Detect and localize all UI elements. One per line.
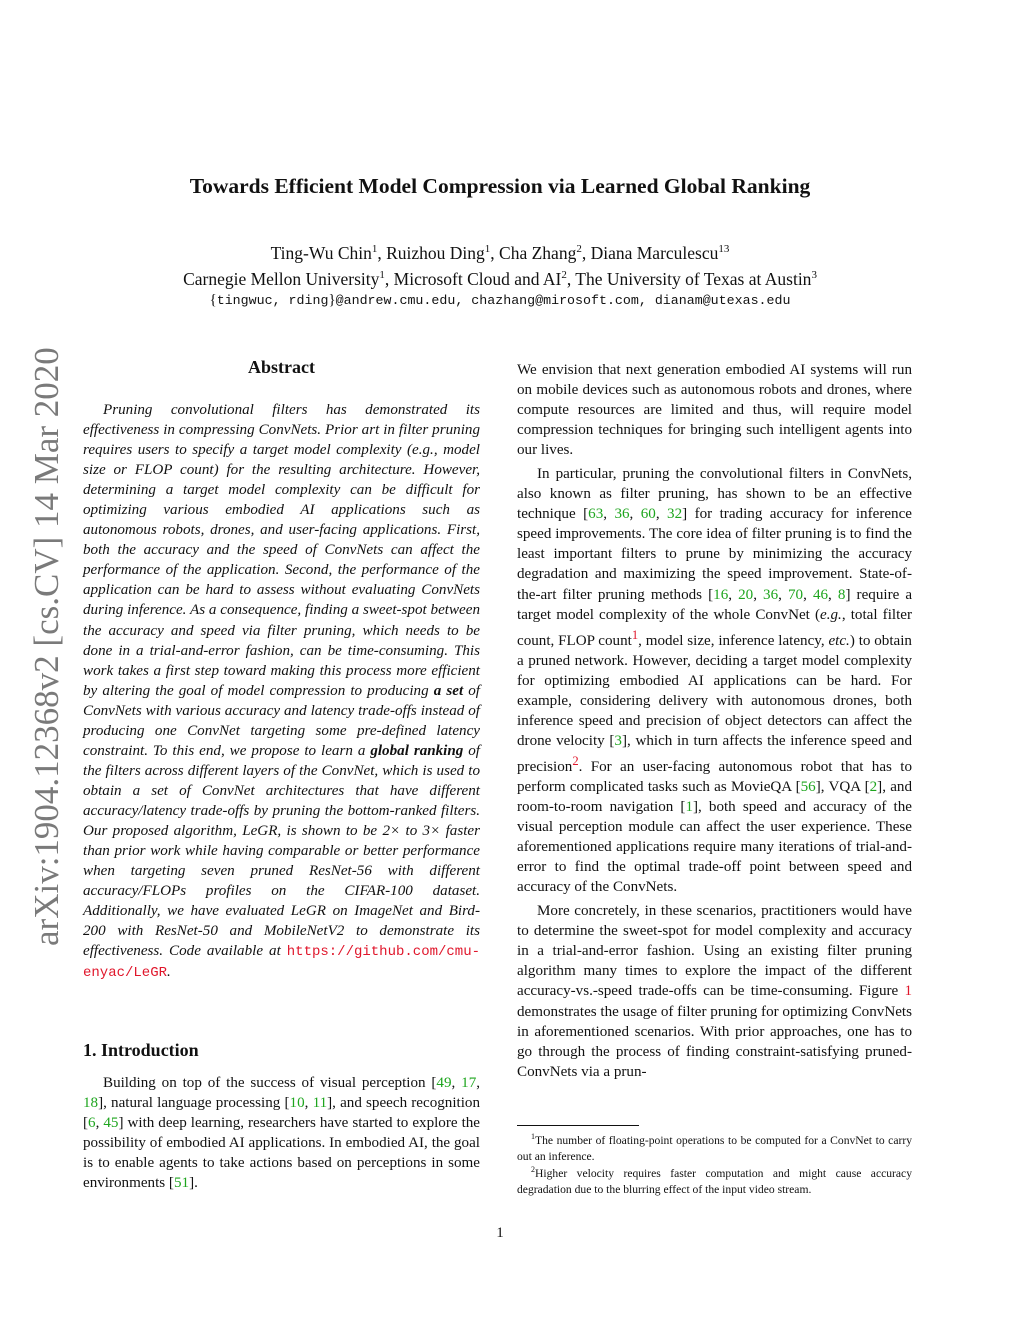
citation-link[interactable]: 46 (812, 586, 829, 603)
footnote-link[interactable]: 2 (572, 753, 579, 768)
author-affiliations: Carnegie Mellon University$^1$, Microsoft Cloud and $AI^2$, The University of Texas at Austin$^3$ (183, 269, 817, 289)
citation-link[interactable]: 45 (103, 1115, 119, 1132)
citation-link[interactable]: 18 (83, 1095, 99, 1112)
footnote-1: $^1$The number of floating-point operations to be computed for a ConvNet to carry out an inference. (517, 1132, 912, 1164)
citation-link[interactable]: 36 (614, 506, 630, 523)
citation-link[interactable]: 20 (738, 586, 754, 603)
citation-link[interactable]: 2 (869, 779, 878, 795)
abstract-heading: Abstract (248, 357, 315, 377)
citation-link[interactable]: 8 (837, 586, 846, 603)
author-emails: {tingwuc, rding}@andrew.cmu.edu, chazhang@mirosoft.com, dianam@utexas.edu (209, 292, 791, 308)
citation-link[interactable]: 60 (640, 506, 656, 523)
citation-link[interactable]: 6 (88, 1115, 96, 1132)
citation-link[interactable]: 3 (614, 732, 622, 749)
abstract-text: Pruning convolutional filters has demonstrated its effectiveness in compressing ConvNets. Prior art in filter pruning requires users to specify a target model complexity (e.g., model size or FLOP count) for the resulting architecture. However, determining a target model complexity can be difficult for optimizing various embodied AI applications such as autonomous robots, drones, and user-facing applications. First, both the accuracy and the speed of ConvNets can affect the performance of the application. Second, the performance of the application can be hard to assess without evaluating ConvNets during inference. As a consequence, finding a sweet-spot between the accuracy and speed via filter pruning, which needs to be done in a trial-and-error fashion, can be time-consuming. This work takes a first step toward making this process more efficient by altering the goal of model compression to producing a set of ConvNets with various accuracy and latency trade-offs instead of producing one ConvNet targeting some pre-defined latency constraint. To this end, we propose to learn a global ranking of the filters across different layers of the ConvNet, which is used to obtain a set of ConvNet architectures that have different accuracy/latency trade-offs by pruning the bottom-ranked filters. Our proposed algorithm, LeGR, is shown to be 2× to 3× faster than prior work while having comparable or better performance when targeting seven pruned ResNet-56 with different accuracy/FLOPs profiles on the CIFAR-100 dataset. Additionally, we have evaluated LeGR on ImageNet and Bird-200 with ResNet-50 and MobileNetV2 to demonstrate its effectiveness. Code available at https://github.com/cmu-enyac/LeGR. (83, 402, 481, 982)
citation-link[interactable]: 16 (713, 586, 729, 603)
arxiv-stamp: arXiv:1904.12368v2 [cs.CV] 14 Mar 2020 (27, 347, 66, 946)
author-names: Ting-Wu Chin$^1$, Ruizhou Ding$^1$, Cha Zhang$^2$, Diana Marculescu$^{13}$ (270, 243, 730, 263)
citation-link[interactable]: 70 (788, 586, 804, 603)
citation-link[interactable]: 49 (436, 1075, 452, 1091)
citation-link[interactable]: 36 (763, 586, 779, 603)
citation-link[interactable]: 51 (173, 1175, 190, 1192)
body-paragraph: We envision that next generation embodied AI systems will run on mobile devices such as autonomous robots and drones, where compute resources are limited and thus, will require model compression techniques for bringing such intelligent agents into our lives. (517, 362, 912, 459)
page-number: 1 (496, 1225, 504, 1241)
paper-title: Towards Efficient Model Compression via Learned Global Ranking (189, 174, 811, 198)
intro-paragraph: Building on top of the success of visual perception [49, 17, 18], natural language processing [10, 11], and speech recognition [6, 45] with deep learning, researchers have started to explore the possibility of embodied AI applications. In embodied AI, the goal is to enable agents to take actions based on perceptions in some environments [51]. (83, 1075, 481, 1192)
citation-link[interactable]: 10 (289, 1095, 305, 1112)
footnote-link[interactable]: 1 (631, 627, 639, 642)
citation-link[interactable]: 1 (685, 799, 693, 816)
citation-link[interactable]: 17 (461, 1075, 477, 1091)
body-paragraph: In particular, pruning the convolutional filters in ConvNets, also known as filter pruning, has shown to be an effective technique [63, 36, 60, 32] for trading accuracy for inference speed improvements. The core idea of filter pruning is to find the least important filters to prune by minimizing the accuracy degradation and maximizing the speed improvement. State-of-the-art filter pruning methods [16, 20, 36, 70, 46, 8] require a target model complexity of the whole ConvNet (e.g., total filter count, FLOP count$^1$, model size, inference latency, etc.) to obtain a pruned network. However, deciding a target model complexity for optimizing embodied AI applications can be hard. For example, considering delivery with autonomous drones, both inference speed and precision of object detectors can affect the drone velocity [3], which in turn affects the inference speed and precision$^2$. For an user-facing autonomous robot that has to perform complicated tasks such as MovieQA [56], VQA [2], and room-to-room navigation [1], both speed and accuracy of the visual perception module can affect the user experience. These aforementioned applications require many iterations of trial-and-error to find the optimal trade-off point between speed and accuracy of the ConvNets. (517, 466, 913, 896)
citation-link[interactable]: 32 (667, 506, 683, 523)
body-paragraph: More concretely, in these scenarios, practitioners would have to determine the sweet-spot for model complexity and accuracy in a trial-and-error fashion. Using an existing filter pruning algorithm many times to explore the impact of the different accuracy-vs.-speed trade-offs can be time-consuming. Figure 1 demonstrates the usage of filter pruning for optimizing ConvNets in aforementioned scenarios. With prior approaches, one has to go through the process of finding constraint-satisfying pruned-ConvNets via a prun- (517, 903, 912, 1080)
figure-link[interactable]: 1 (904, 983, 912, 1000)
right-column (517, 360, 912, 1082)
footnote-2: $^2$Higher velocity requires faster computation and might cause accuracy degradation due to the blurring effect of the input video stream. (517, 1165, 912, 1197)
citation-link[interactable]: 56 (800, 779, 816, 795)
code-link[interactable]: https://github.com/cmu-enyac/LeGR (83, 944, 480, 982)
intro-heading: 1. Introduction (83, 1040, 199, 1060)
citation-link[interactable]: 63 (588, 506, 604, 523)
footnote-rule (517, 1125, 639, 1126)
author-block (0, 240, 1000, 292)
citation-link[interactable]: 11 (312, 1095, 328, 1112)
